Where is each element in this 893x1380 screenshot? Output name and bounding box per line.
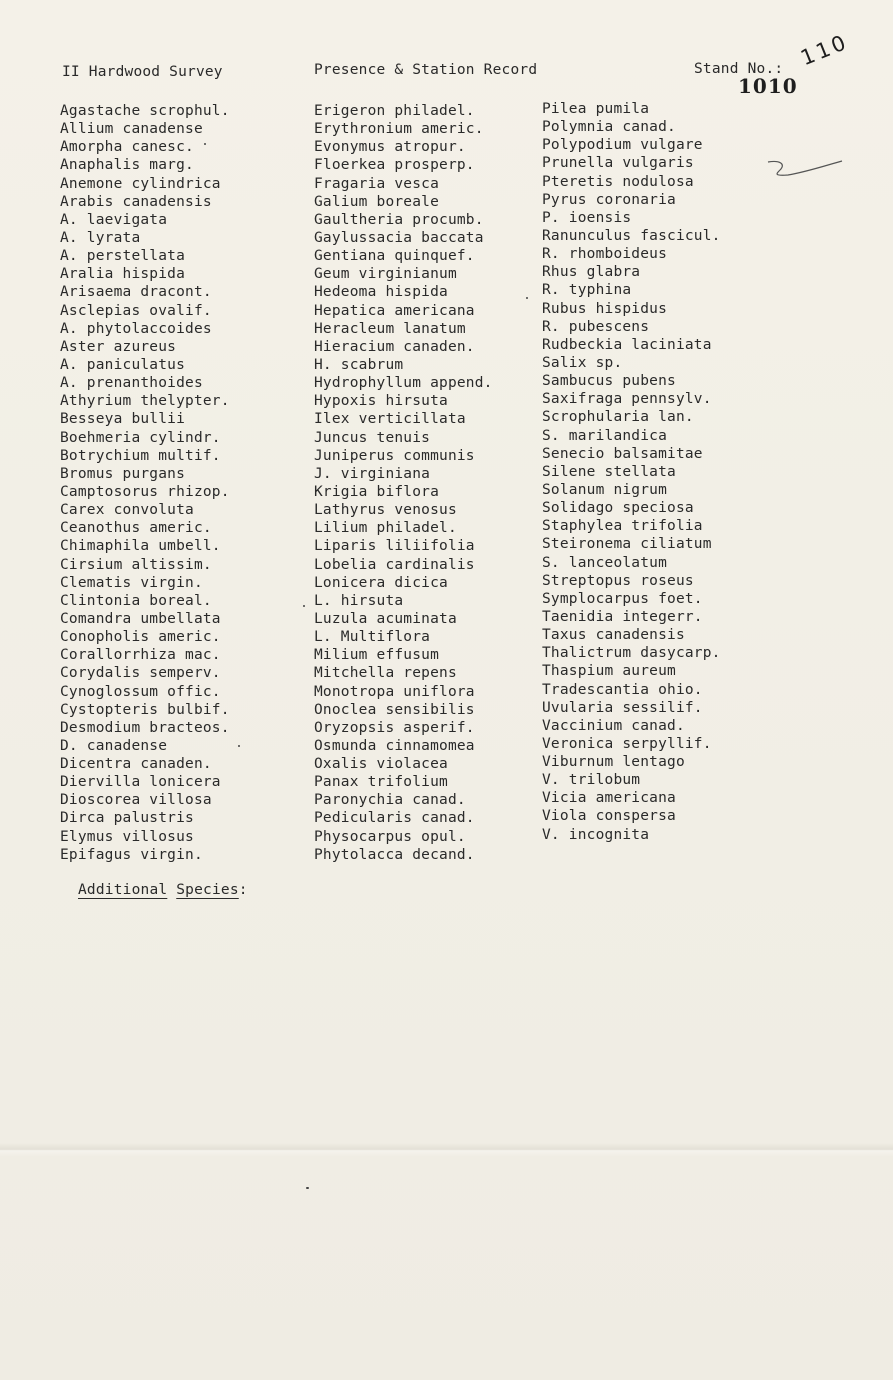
species-entry: Uvularia sessilif.: [542, 699, 703, 716]
species-entry: Heracleum lanatum: [314, 320, 466, 337]
species-entry: Solidago speciosa: [542, 500, 694, 517]
ink-speck: [303, 605, 305, 607]
species-entry: V. incognita: [542, 826, 650, 843]
species-entry: Erythronium americ.: [314, 121, 484, 138]
species-entry: H. scabrum: [314, 356, 404, 373]
species-entry: Gentiana quinquef.: [314, 248, 475, 265]
species-entry: A. paniculatus: [60, 356, 186, 373]
species-entry: Pteretis nodulosa: [542, 173, 694, 190]
species-entry: P. ioensis: [542, 209, 632, 226]
species-entry: R. pubescens: [542, 318, 650, 335]
species-entry: Evonymus atropur.: [314, 139, 466, 156]
species-entry: Ceanothus americ.: [60, 520, 212, 537]
handwritten-stand-number: 1010: [738, 74, 798, 98]
species-entry: Elymus villosus: [60, 828, 194, 845]
species-entry: Gaultheria procumb.: [314, 211, 484, 228]
species-entry: Krigia biflora: [314, 483, 440, 500]
species-entry: Hypoxis hirsuta: [314, 393, 448, 410]
species-entry: Boehmeria cylindr.: [60, 429, 221, 446]
species-entry: L. hirsuta: [314, 592, 404, 609]
species-entry: S. marilandica: [542, 427, 668, 444]
species-entry: Oryzopsis asperif.: [314, 719, 475, 736]
species-entry: A. lyrata: [60, 229, 141, 246]
species-entry: Dicentra canaden.: [60, 756, 212, 773]
species-entry: Dirca palustris: [60, 810, 194, 827]
species-entry: Rhus glabra: [542, 264, 641, 281]
species-entry: Vicia americana: [542, 790, 676, 807]
species-entry: Streptopus roseus: [542, 572, 694, 589]
species-entry: A. prenanthoides: [60, 375, 203, 392]
species-entry: J. virginiana: [314, 465, 431, 482]
species-column-3: [542, 100, 721, 844]
record-title: Presence & Station Record: [314, 62, 538, 78]
species-entry: Diervilla lonicera: [60, 774, 221, 791]
species-entry: Asclepias ovalif.: [60, 302, 212, 319]
paper-fold-line: [0, 1143, 893, 1157]
species-entry: Cynoglossum offic.: [60, 683, 221, 700]
additional-word: Additional: [78, 882, 168, 898]
species-entry: Tradescantia ohio.: [542, 681, 703, 698]
species-entry: Taxus canadensis: [542, 627, 685, 644]
species-entry: Steironema ciliatum: [542, 536, 712, 553]
species-word: Species: [176, 882, 239, 898]
species-entry: Dioscorea villosa: [60, 792, 212, 809]
species-entry: Desmodium bracteos.: [60, 719, 230, 736]
species-entry: Scrophularia lan.: [542, 409, 694, 426]
species-entry: Solanum nigrum: [542, 481, 668, 498]
ink-speck: [526, 297, 528, 299]
species-entry: Anemone cylindrica: [60, 175, 221, 192]
species-entry: Allium canadense: [60, 121, 203, 138]
species-entry: Sambucus pubens: [542, 373, 676, 390]
species-entry: L. Multiflora: [314, 629, 431, 646]
species-entry: Hedeoma hispida: [314, 284, 448, 301]
species-entry: Floerkea prosperp.: [314, 157, 475, 174]
species-entry: Clintonia boreal.: [60, 592, 212, 609]
species-entry: Viola conspersa: [542, 808, 676, 825]
species-entry: Camptosorus rhizop.: [60, 483, 230, 500]
species-entry: Anaphalis marg.: [60, 157, 194, 174]
species-entry: Ilex verticillata: [314, 411, 466, 428]
species-entry: R. rhomboideus: [542, 246, 668, 263]
species-entry: Vaccinium canad.: [542, 717, 685, 734]
species-entry: Bromus purgans: [60, 465, 186, 482]
species-entry: Amorpha canesc.: [60, 139, 194, 156]
species-entry: Monotropa uniflora: [314, 683, 475, 700]
species-entry: A. laevigata: [60, 211, 168, 228]
species-entry: Epifagus virgin.: [60, 846, 203, 863]
species-entry: Ranunculus fascicul.: [542, 227, 721, 244]
species-entry: Saxifraga pennsylv.: [542, 391, 712, 408]
species-entry: Hepatica americana: [314, 302, 475, 319]
species-entry: Juncus tenuis: [314, 429, 431, 446]
species-entry: Physocarpus opul.: [314, 828, 466, 845]
species-entry: Polypodium vulgare: [542, 137, 703, 154]
species-entry: Geum virginianum: [314, 266, 457, 283]
species-entry: Pilea pumila: [542, 101, 650, 117]
species-entry: Botrychium multif.: [60, 447, 221, 464]
species-entry: Onoclea sensibilis: [314, 701, 475, 718]
species-entry: Panax trifolium: [314, 774, 448, 791]
species-entry: Clematis virgin.: [60, 574, 203, 591]
species-entry: Erigeron philadel.: [314, 103, 475, 119]
species-entry: D. canadense: [60, 737, 168, 754]
species-entry: Fragaria vesca: [314, 175, 440, 192]
species-entry: Lobelia cardinalis: [314, 556, 475, 573]
species-entry: Lilium philadel.: [314, 520, 457, 537]
species-entry: Conopholis americ.: [60, 629, 221, 646]
species-entry: Athyrium thelypter.: [60, 393, 230, 410]
species-entry: Oxalis violacea: [314, 756, 448, 773]
species-entry: Prunella vulgaris: [542, 155, 694, 172]
species-entry: Cirsium altissim.: [60, 556, 212, 573]
species-entry: Thaspium aureum: [542, 663, 676, 680]
species-entry: Galium boreale: [314, 193, 440, 210]
species-entry: Aralia hispida: [60, 266, 186, 283]
species-entry: Senecio balsamitae: [542, 445, 703, 462]
species-entry: Arisaema dracont.: [60, 284, 212, 301]
species-entry: Mitchella repens: [314, 665, 457, 682]
species-entry: Viburnum lentago: [542, 754, 685, 771]
stand-number-label: Stand No.:: [694, 61, 784, 77]
species-entry: Liparis liliifolia: [314, 538, 475, 555]
survey-title: II Hardwood Survey: [62, 64, 223, 80]
handwritten-check-mark: [766, 158, 846, 182]
species-entry: Symplocarpus foet.: [542, 590, 703, 607]
species-entry: Milium effusum: [314, 647, 440, 664]
species-entry: Paronychia canad.: [314, 792, 466, 809]
species-entry: Aster azureus: [60, 338, 177, 355]
species-entry: Phytolacca decand.: [314, 846, 475, 863]
ink-speck: [204, 143, 206, 145]
species-entry: Hydrophyllum append.: [314, 375, 493, 392]
species-entry: S. lanceolatum: [542, 554, 668, 571]
species-entry: Carex convoluta: [60, 502, 194, 519]
species-entry: Agastache scrophul.: [60, 103, 230, 119]
species-entry: Thalictrum dasycarp.: [542, 645, 721, 662]
species-entry: Arabis canadensis: [60, 193, 212, 210]
species-entry: Lathyrus venosus: [314, 502, 457, 519]
species-entry: Pedicularis canad.: [314, 810, 475, 827]
species-entry: Juniperus communis: [314, 447, 475, 464]
species-entry: Hieracium canaden.: [314, 338, 475, 355]
species-entry: Gaylussacia baccata: [314, 229, 484, 246]
handwritten-number-top: 110: [797, 29, 852, 71]
species-entry: Staphylea trifolia: [542, 518, 703, 535]
species-entry: Lonicera dicica: [314, 574, 448, 591]
species-entry: Chimaphila umbell.: [60, 538, 221, 555]
species-entry: Osmunda cinnamomea: [314, 737, 475, 754]
species-column-2: [314, 102, 493, 864]
species-entry: Cystopteris bulbif.: [60, 701, 230, 718]
species-entry: Veronica serpyllif.: [542, 735, 712, 752]
species-entry: Taenidia integerr.: [542, 608, 703, 625]
species-entry: Luzula acuminata: [314, 610, 457, 627]
species-entry: Polymnia canad.: [542, 119, 676, 136]
species-entry: Salix sp.: [542, 354, 623, 371]
species-entry: Corydalis semperv.: [60, 665, 221, 682]
species-entry: Pyrus coronaria: [542, 191, 676, 208]
ink-speck: [306, 1187, 309, 1189]
species-entry: Besseya bullii: [60, 411, 186, 428]
species-entry: A. perstellata: [60, 248, 186, 265]
species-entry: Comandra umbellata: [60, 610, 221, 627]
additional-species-label: [78, 882, 248, 898]
species-entry: Rubus hispidus: [542, 300, 668, 317]
species-entry: Silene stellata: [542, 463, 676, 480]
species-entry: Rudbeckia laciniata: [542, 336, 712, 353]
ink-speck: [238, 745, 240, 747]
species-column-1: [60, 102, 230, 864]
species-entry: Corallorrhiza mac.: [60, 647, 221, 664]
colon: :: [238, 882, 248, 898]
species-entry: V. trilobum: [542, 772, 641, 789]
species-entry: R. typhina: [542, 282, 632, 299]
species-entry: A. phytolaccoides: [60, 320, 212, 337]
